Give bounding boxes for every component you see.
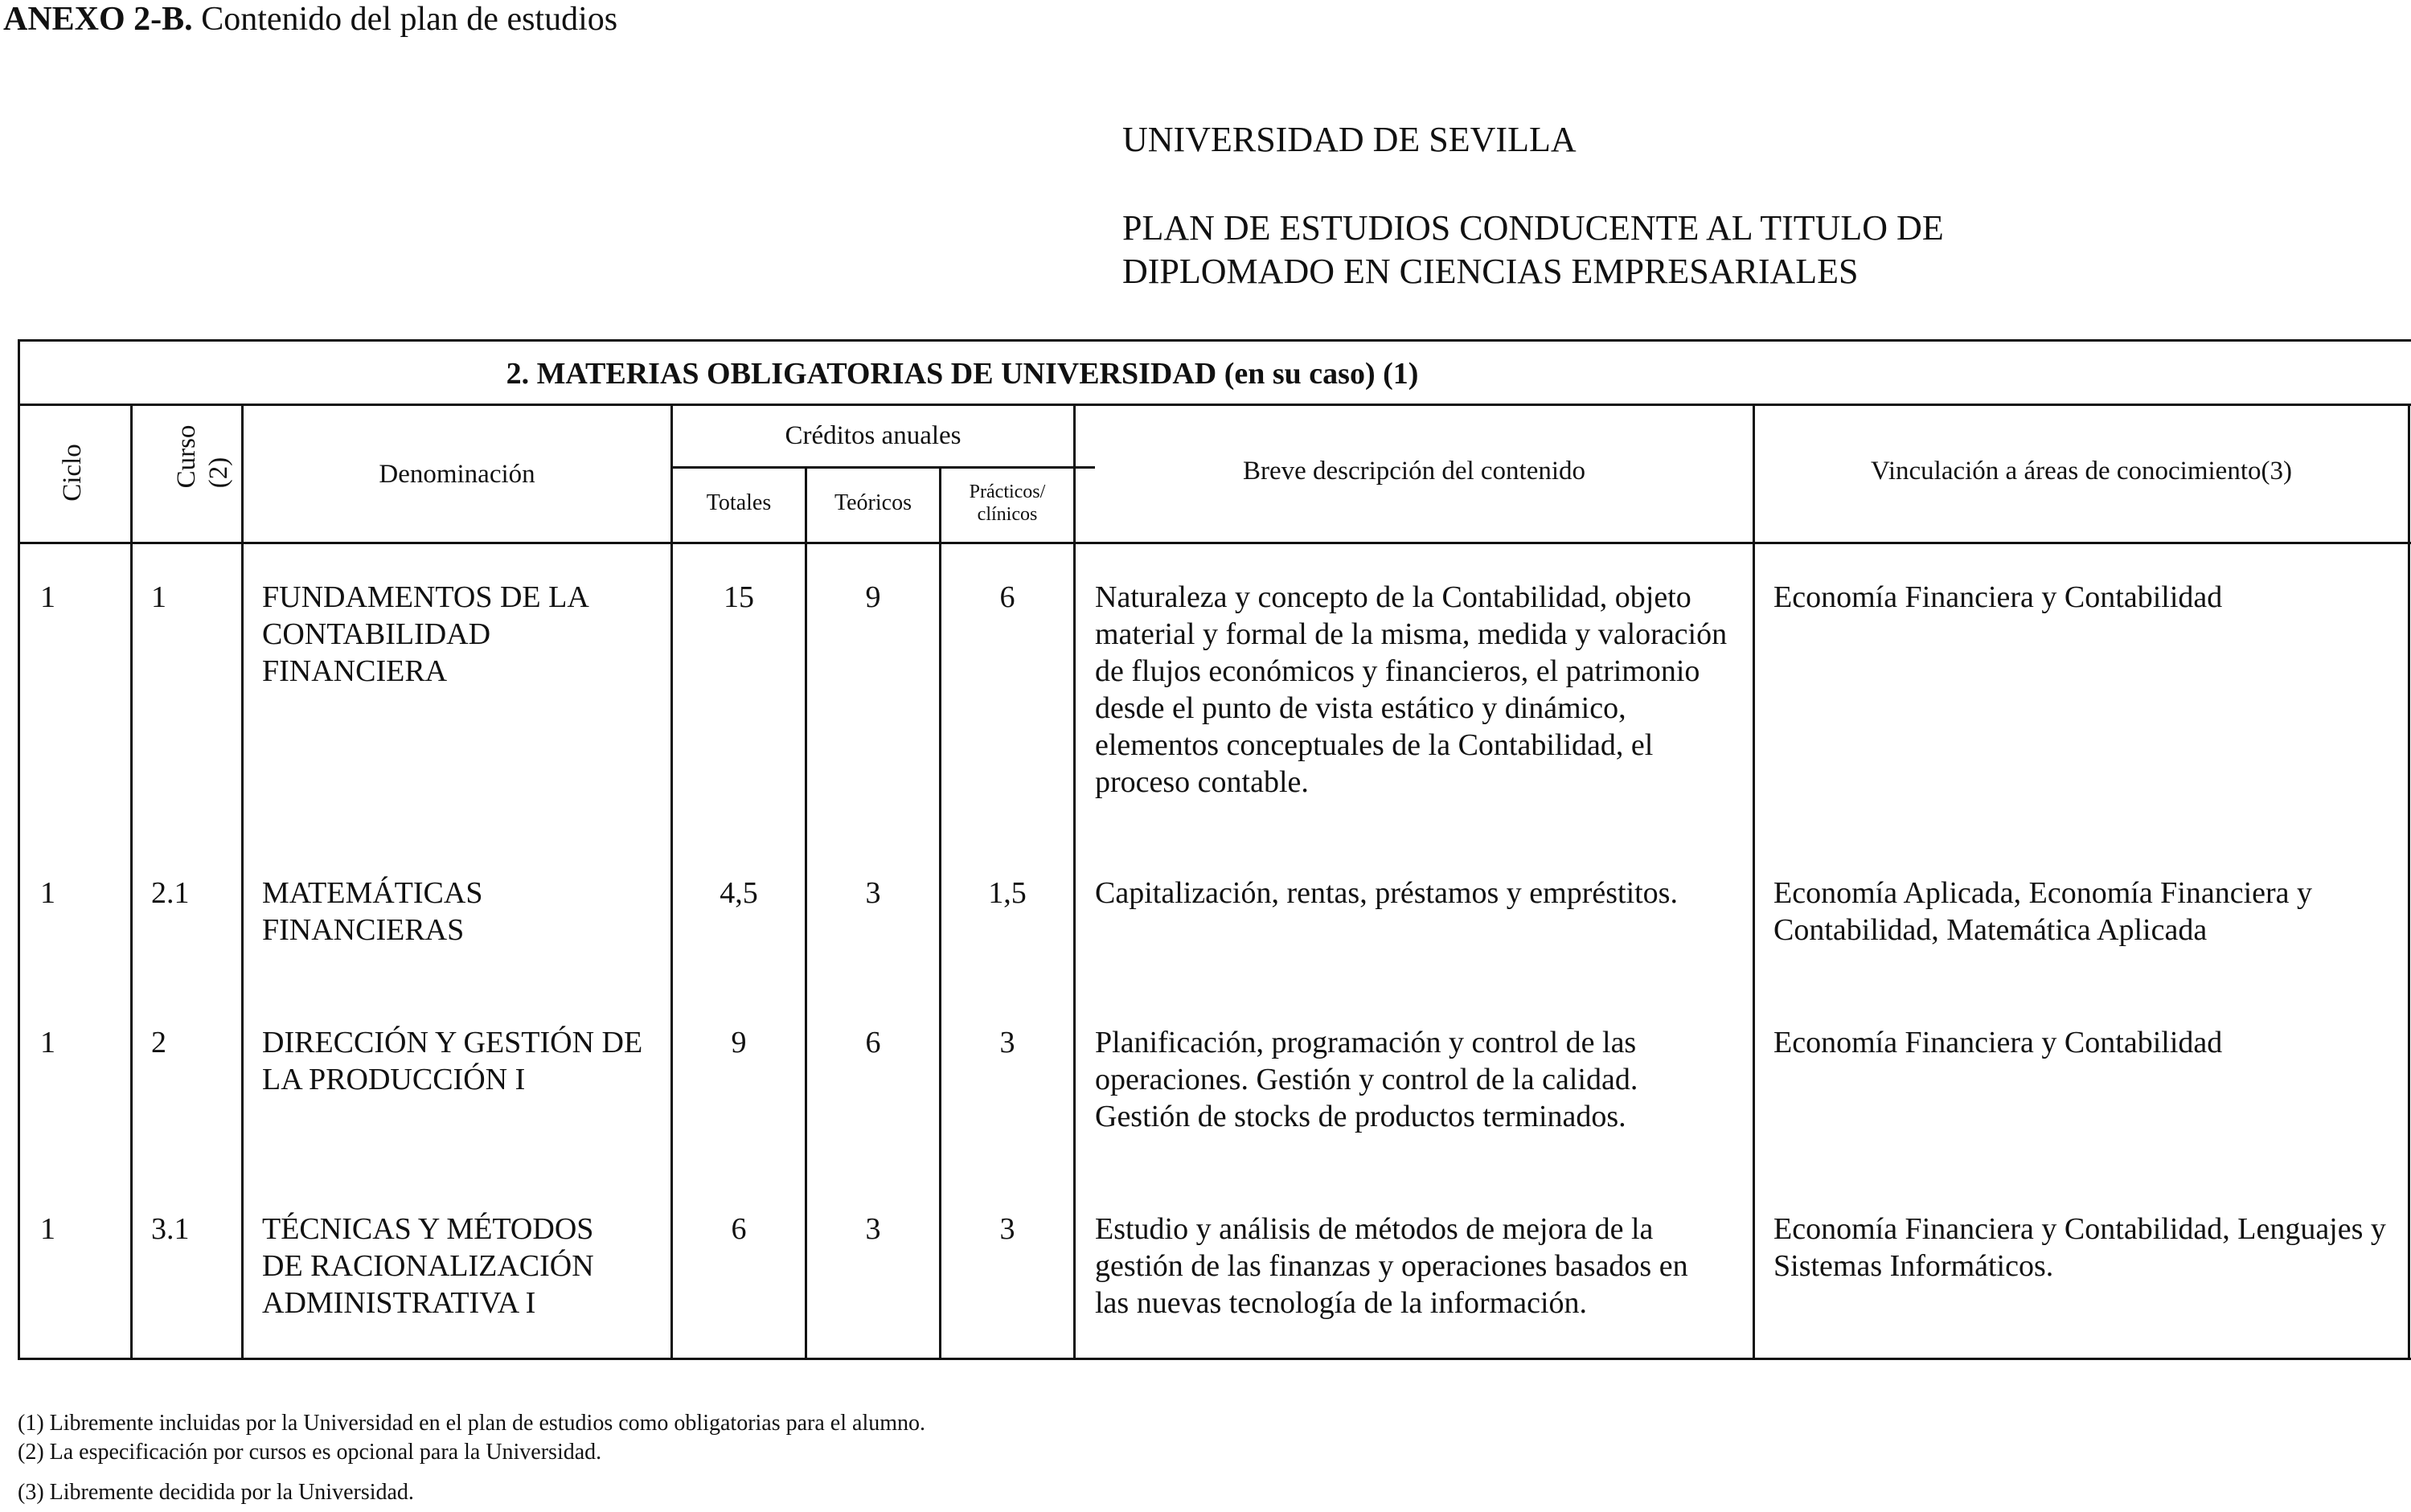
row3-totales: 9 [731,1026,747,1059]
annex-subtitle: Contenido del plan de estudios [201,1,618,38]
table-bottom-border [18,1358,2411,1360]
row3-curso: 2 [151,1026,166,1059]
title-row-border [18,404,2411,406]
row1-vinculacion [1773,579,2222,616]
row1-teoricos: 9 [865,580,881,614]
row4-ciclo: 1 [40,1212,55,1246]
credits-subheader-border [670,466,1095,469]
col-divider-descripcion [1753,404,1755,1360]
row4-vinc-line: Sistemas Informáticos. [1773,1249,2054,1283]
row2-teoricos: 3 [865,876,881,910]
row2-denom-line: MATEMÁTICAS [262,876,483,910]
subjects-table [18,339,2411,1360]
header-bottom-border [18,542,2411,544]
row1-desc-line: Naturaleza y concepto de la Contabilidad, objeto [1095,580,1691,614]
row2-desc-line: Capitalización, rentas, préstamos y empréstitos. [1095,876,1678,910]
annex-label: ANEXO 2-B. [3,1,193,38]
row4-desc-line: Estudio y análisis de métodos de mejora de la [1095,1212,1654,1246]
row2-vinc-line: Contabilidad, Matemática Aplicada [1773,913,2208,947]
header-totales: Totales [706,490,772,515]
row1-desc-line: elementos conceptuales de la Contabilidad, el [1095,728,1654,762]
header-practicos-line1: Prácticos/ [969,481,1046,502]
row4-vinculacion [1773,1211,2386,1285]
row3-denom-line: DIRECCIÓN Y GESTIÓN DE [262,1026,643,1059]
row4-practicos: 3 [999,1212,1015,1246]
row1-denom-line: FUNDAMENTOS DE LA [262,580,589,614]
row3-vinculacion [1773,1024,2222,1061]
row3-desc-line: Gestión de stocks de productos terminados. [1095,1100,1626,1133]
row3-desc-line: operaciones. Gestión y control de la calidad. [1095,1063,1638,1096]
footnote-1: (1) Libremente incluidas por la Universidad en el plan de estudios como obligatorias para el alumno. [18,1411,925,1436]
header-curso-note: (2) [204,457,233,489]
row3-denominacion [262,1024,642,1098]
row2-denom-line: FINANCIERAS [262,913,465,947]
row2-totales: 4,5 [720,876,758,910]
row1-ciclo: 1 [40,580,55,614]
row1-desc-line: de flujos económicos y financieros, el patrimonio [1095,654,1700,688]
header-ciclo: Ciclo [58,444,87,502]
row4-denom-line: DE RACIONALIZACIÓN [262,1249,594,1283]
row1-desc-line: proceso contable. [1095,765,1309,799]
row1-denom-line: FINANCIERA [262,654,448,688]
row4-vinc-line: Economía Financiera y Contabilidad, Lenguajes y [1773,1212,2386,1246]
plan-title-line-2: DIPLOMADO EN CIENCIAS EMPRESARIALES [1122,252,1859,291]
row2-denominacion [262,875,482,949]
row3-desc-line: Planificación, programación y control de las [1095,1026,1637,1059]
header-practicos [941,481,1073,526]
row4-totales: 6 [731,1212,747,1246]
row2-vinc-line: Economía Aplicada, Economía Financiera y [1773,876,2313,910]
row4-teoricos: 3 [865,1212,881,1246]
row3-denom-line: LA PRODUCCIÓN I [262,1063,526,1096]
header-practicos-line2: clínicos [977,504,1038,525]
annex-heading [3,0,617,39]
row4-desc-line: las nuevas tecnología de la información. [1095,1286,1588,1320]
row1-desc-line: desde el punto de vista estático y dinámico, [1095,691,1626,725]
table-top-border [18,339,2411,342]
header-descripcion: Breve descripción del contenido [1242,457,1586,486]
row3-teoricos: 6 [865,1026,881,1059]
row2-practicos: 1,5 [988,876,1027,910]
row1-practicos: 6 [999,580,1015,614]
row2-vinculacion [1773,875,2312,949]
table-right-border [2408,404,2410,1360]
row1-denom-line: CONTABILIDAD [262,617,491,651]
row4-denom-line: ADMINISTRATIVA I [262,1286,536,1320]
row1-vinc-line: Economía Financiera y Contabilidad [1773,580,2223,614]
row4-desc-line: gestión de las finanzas y operaciones basados en [1095,1249,1688,1283]
table-left-border [18,339,20,1360]
row2-descripcion [1095,875,1678,912]
plan-title-line-1: PLAN DE ESTUDIOS CONDUCENTE AL TITULO DE [1122,208,1944,248]
header-creditos-anuales: Créditos anuales [785,421,962,450]
row4-curso: 3.1 [151,1212,190,1246]
header-curso: Curso [172,424,201,489]
header-teoricos: Teóricos [834,490,912,515]
row3-practicos: 3 [999,1026,1015,1059]
row4-denom-line: TÉCNICAS Y MÉTODOS [262,1212,594,1246]
row1-totales: 15 [724,580,754,614]
footnote-2: (2) La especificación por cursos es opcional para la Universidad. [18,1440,602,1465]
table-title: 2. MATERIAS OBLIGATORIAS DE UNIVERSIDAD (en su caso) (1) [506,357,1419,391]
col-divider-curso [241,404,244,1360]
row1-denominacion [262,579,589,690]
col-divider-ciclo [130,404,133,1360]
row3-vinc-line: Economía Financiera y Contabilidad [1773,1026,2223,1059]
row4-denominacion [262,1211,594,1321]
row4-descripcion [1095,1211,1688,1321]
row3-ciclo: 1 [40,1026,55,1059]
row1-descripcion [1095,579,1727,801]
header-vinculacion: Vinculación a áreas de conocimiento(3) [1871,457,2292,486]
row1-curso: 1 [151,580,166,614]
row2-curso: 2.1 [151,876,190,910]
col-divider-practicos [1073,404,1076,1360]
header-denominacion: Denominación [379,460,535,489]
footnote-3: (3) Libremente decidida por la Universidad. [18,1480,414,1505]
row1-desc-line: material y formal de la misma, medida y valoración [1095,617,1728,651]
row2-ciclo: 1 [40,876,55,910]
university-name: UNIVERSIDAD DE SEVILLA [1122,120,1577,159]
row3-descripcion [1095,1024,1638,1135]
